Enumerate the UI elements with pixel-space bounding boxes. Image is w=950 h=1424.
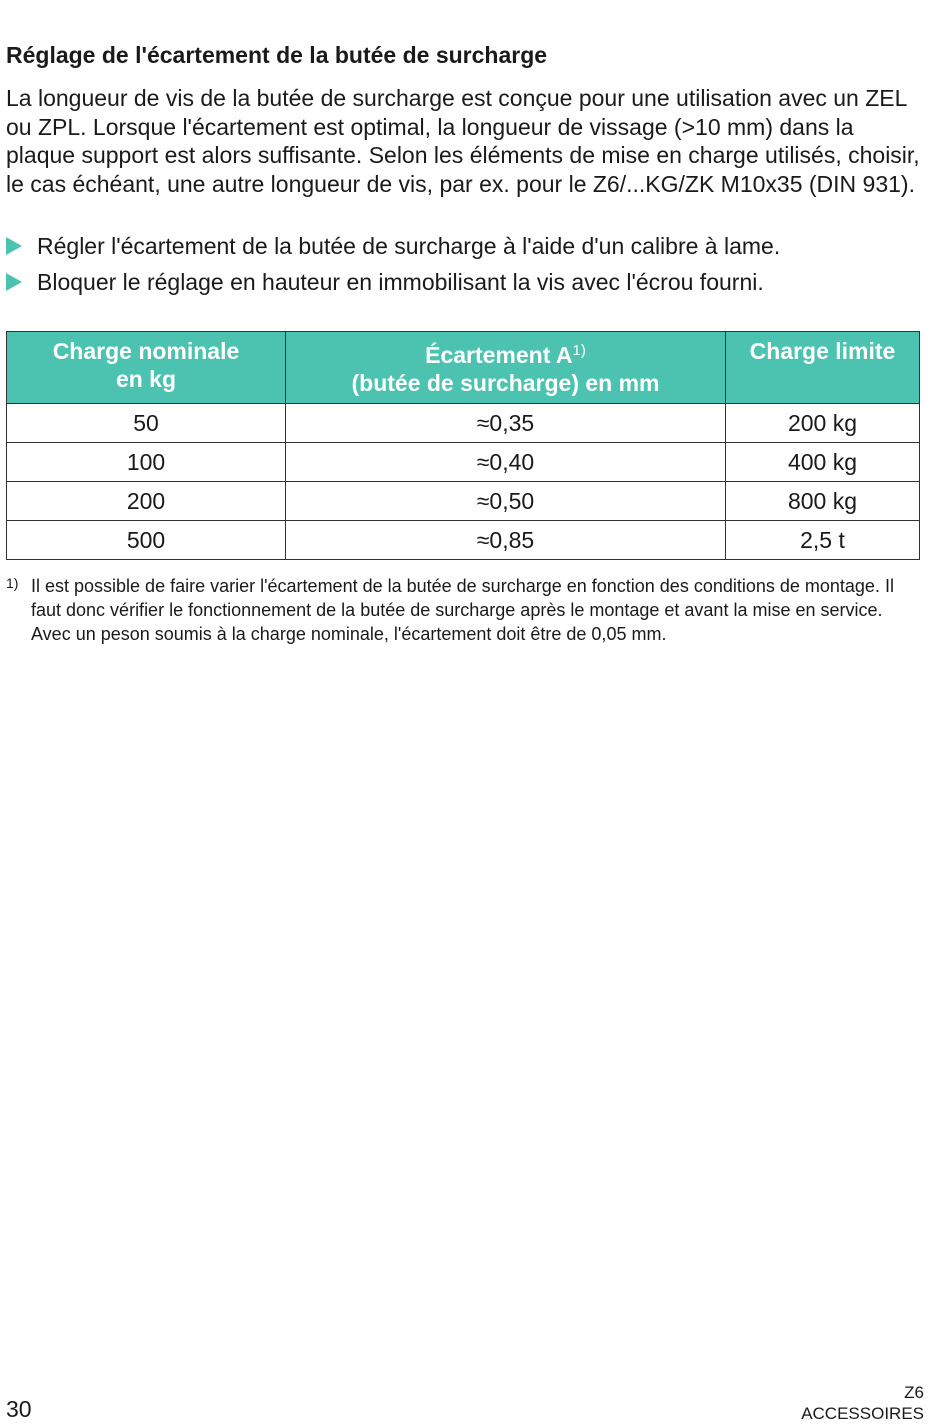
cell-limit-load: 200 kg bbox=[726, 404, 920, 443]
cell-gap: ≈0,40 bbox=[286, 443, 726, 482]
cell-nominal-load: 50 bbox=[7, 404, 286, 443]
header-text bbox=[292, 337, 719, 369]
step-text: Régler l'écartement de la butée de surcharge à l'aide d'un calibre à lame. bbox=[37, 233, 781, 259]
footer-product: Z6 bbox=[904, 1383, 924, 1402]
footnote-text: Il est possible de faire varier l'écartement de la butée de surcharge en fonction des conditions de montage. Il faut donc vérifier le fonctionnement de la butée de surcharge après le montage et avant la mise en service. Avec un peson soumis à la charge nominale, l'écartement doit être de 0,05 mm. bbox=[31, 576, 894, 644]
step-text: Bloquer le réglage en hauteur en immobilisant la vis avec l'écrou fourni. bbox=[37, 269, 764, 295]
header-text: en kg bbox=[115, 366, 177, 392]
footer-section: ACCESSOIRES bbox=[801, 1404, 924, 1423]
table-row bbox=[7, 404, 920, 443]
cell-gap: ≈0,35 bbox=[286, 404, 726, 443]
header-text: (butée de surcharge) en mm bbox=[351, 370, 660, 396]
page-number: 30 bbox=[6, 1396, 32, 1422]
header-gap-label: Écartement A bbox=[425, 342, 573, 368]
cell-nominal-load: 200 bbox=[7, 482, 286, 521]
table-row bbox=[7, 482, 920, 521]
triangle-bullet-icon bbox=[6, 237, 22, 255]
cell-limit-load: 400 kg bbox=[726, 443, 920, 482]
step-list bbox=[6, 232, 926, 304]
header-nominal-load bbox=[7, 332, 286, 404]
step-item bbox=[6, 268, 926, 296]
cell-nominal-load: 100 bbox=[7, 443, 286, 482]
specification-table bbox=[6, 331, 920, 560]
footnote-reference: 1) bbox=[572, 342, 586, 359]
footnote-mark: 1) bbox=[6, 575, 19, 591]
footnote bbox=[6, 574, 921, 646]
cell-limit-load: 2,5 t bbox=[726, 521, 920, 560]
header-text: Charge limite bbox=[749, 338, 896, 364]
table-row bbox=[7, 521, 920, 560]
section-heading: Réglage de l'écartement de la butée de surcharge bbox=[6, 42, 548, 68]
cell-gap: ≈0,50 bbox=[286, 482, 726, 521]
triangle-bullet-icon bbox=[6, 273, 22, 291]
footer-product-info bbox=[801, 1382, 924, 1424]
header-limit-load bbox=[726, 332, 920, 404]
cell-limit-load: 800 kg bbox=[726, 482, 920, 521]
header-gap bbox=[286, 332, 726, 404]
cell-gap: ≈0,85 bbox=[286, 521, 726, 560]
table-header-row bbox=[7, 332, 920, 404]
table-row bbox=[7, 443, 920, 482]
intro-paragraph: La longueur de vis de la butée de surcharge est conçue pour une utilisation avec un ZEL ou ZPL. Lorsque l'écartement est optimal, la longueur de vissage (>10 mm) dans la plaque support est alors suffisante. Selon les éléments de mise en charge utilisés, choisir, le cas échéant, une autre longueur de vis, par ex. pour le Z6/...KG/ZK M10x35 (DIN 931). bbox=[6, 85, 920, 197]
header-text: Charge nominale bbox=[52, 338, 240, 364]
step-item bbox=[6, 232, 926, 260]
cell-nominal-load: 500 bbox=[7, 521, 286, 560]
